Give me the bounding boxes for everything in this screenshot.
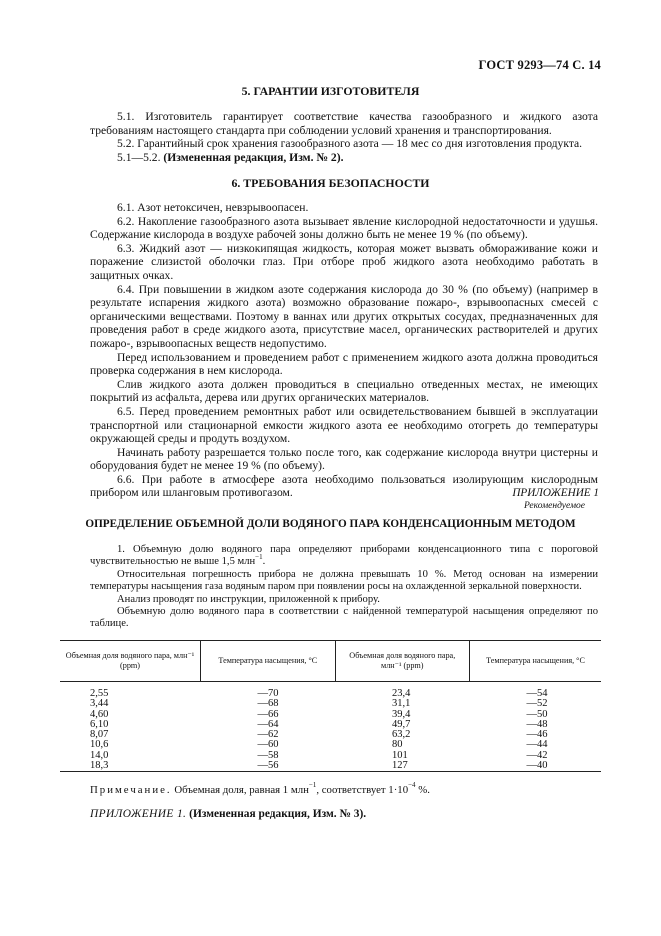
table-row — [60, 720, 601, 730]
table-cell: 101 — [392, 749, 408, 761]
table-cell: —46 — [526, 729, 548, 741]
table-cell: 127 — [335, 761, 469, 772]
appendix-status: Рекомендуемое — [523, 500, 585, 511]
paragraph: Слив жидкого азота должен проводиться в специально отведенных местах, не имеющих покрытий из асфальта, дерева или других органических материалов. — [90, 377, 598, 405]
table-cell: —48 — [526, 718, 548, 730]
paragraph: Объемную долю водяного пара в соответствии с найденной температурой насыщения определяют по таблице. — [90, 606, 598, 630]
table-cell: —42 — [526, 749, 548, 761]
table-header-row — [60, 641, 601, 682]
table-row — [60, 689, 601, 699]
section-5-title: 5. ГАРАНТИИ ИЗГОТОВИТЕЛЯ — [241, 84, 420, 98]
table-cell: —60 — [257, 739, 279, 751]
table-cell: —52 — [526, 698, 548, 710]
table-row — [60, 761, 601, 772]
table-cell: —58 — [257, 749, 279, 761]
table-row — [60, 710, 601, 720]
table-cell: 49,7 — [392, 718, 411, 730]
table-cell: 18,3 — [60, 761, 201, 772]
paragraph: Перед использованием и проведением работ с применением жидкого азота должна проводиться проверка содержания в нем кислорода. — [90, 350, 598, 378]
table-cell: —62 — [257, 729, 279, 741]
table-cell: —68 — [257, 698, 279, 710]
paragraph: 6.2. Накопление газообразного азота вызывает явление кислородной недостаточности и удушья. Содержание кислорода в воздухе рабочей зоны должно быть не менее 19 % (по объему). — [90, 214, 598, 242]
paragraph: 5.2. Гарантийный срок хранения газообразного азота — 18 мес со дня изготовления продукта. — [117, 137, 583, 151]
paragraph: 6.3. Жидкий азот — низкокипящая жидкость, которая может вызвать обмораживание кожи и поражение слизистой оболочки глаз. При отборе проб жидкого азота необходимо работать в защитных очках. — [90, 241, 598, 282]
note-label: Примечание. — [90, 784, 172, 796]
table-cell: 14,0 — [90, 749, 109, 761]
column-header: Объемная доля водяного пара, млн⁻¹ (ppm) — [60, 641, 201, 682]
table-cell: —66 — [257, 708, 279, 720]
column-header: Температура насыщения, °С — [201, 641, 335, 682]
table-cell: —54 — [526, 688, 548, 699]
column-header: Объемная доля водяного пара, млн⁻¹ (ppm) — [335, 641, 469, 682]
section-5-body — [90, 110, 598, 164]
table-cell: —70 — [257, 688, 279, 699]
appendix-change-note: ПРИЛОЖЕНИЕ 1. (Измененная редакция, Изм. № 3). — [90, 808, 367, 820]
revision-note: (Измененная редакция, Изм. № 2). — [163, 150, 344, 164]
table-cell: 6,10 — [90, 718, 109, 730]
table-cell: 39,4 — [392, 708, 411, 720]
paragraph: Анализ проводят по инструкции, приложенной к прибору. — [117, 593, 380, 605]
table-cell: 10,6 — [90, 739, 109, 751]
paragraph — [90, 151, 598, 165]
page-header: ГОСТ 9293—74 С. 14 — [478, 58, 601, 72]
appendix-label: ПРИЛОЖЕНИЕ 1 — [512, 487, 599, 499]
table-cell: 23,4 — [392, 688, 411, 699]
paragraph: 6.4. При повышении в жидком азоте содержания кислорода до 30 % (по объему) (например в результате испарения жидкого азота) возможно образование пожаро-, взрывоопасных смесей с органическими веществами. Поэтому в ваннах или других открытых сосудах, предназначенных для проведения работ в среде жидкого азота, присутствие масел, органических растворителей и других пожаро-, взрывоопасных веществ недопустимо. — [90, 282, 598, 350]
table-cell: 3,44 — [90, 698, 109, 710]
table-cell: —40 — [470, 761, 601, 772]
table-cell: 4,60 — [90, 708, 109, 720]
dew-point-table — [60, 640, 601, 772]
section-6-title: 6. ТРЕБОВАНИЯ БЕЗОПАСНОСТИ — [231, 176, 430, 190]
appendix-body — [90, 544, 598, 631]
table-note: Примечание. Объемная доля, равная 1 млн$^{-1}$, соответствует $1\cdot 10^{-4}$ %. — [90, 781, 430, 796]
appendix-label-block — [512, 487, 599, 512]
table-cell: —50 — [526, 708, 548, 720]
paragraph: 6.6. При работе в атмосфере азота необходимо пользоваться изолирующим кислородным прибором или шланговым противогазом. — [90, 472, 598, 500]
appendix-title: ОПРЕДЕЛЕНИЕ ОБЪЕМНОЙ ДОЛИ ВОДЯНОГО ПАРА КОНДЕНСАЦИОННЫМ МЕТОДОМ — [85, 518, 576, 530]
table-cell: 31,1 — [392, 698, 411, 710]
table-row — [60, 751, 601, 761]
clause-ref: 5.1—5.2. — [117, 150, 161, 164]
table-row — [60, 740, 601, 750]
table-cell: —64 — [257, 718, 279, 730]
table-row — [60, 699, 601, 709]
table-cell: 8,07 — [90, 729, 109, 741]
table-cell: 80 — [392, 739, 403, 751]
table-cell: —44 — [526, 739, 548, 751]
column-header: Температура насыщения, °С — [470, 641, 601, 682]
paragraph: 5.1. Изготовитель гарантирует соответствие качества газообразного и жидкого азота требованиям настоящего стандарта при соблюдении условий хранения и транспортирования. — [90, 110, 598, 137]
paragraph: 1. Объемную долю водяного пара определяют приборами конденсационного типа с пороговой чувствительностью не выше 1,5 млн$^{-1}$. — [90, 544, 598, 568]
table-cell: 2,55 — [90, 688, 109, 699]
table-cell: —56 — [201, 761, 335, 772]
paragraph: Относительная погрешность прибора не должна превышать 10 %. Метод основан на измерении температуры насыщения газа водяным паром при появлении росы на охлажденной зеркальной поверхности. — [90, 568, 598, 593]
paragraph: 6.5. Перед проведением ремонтных работ или освидетельствованием бывшей в эксплуатации транспортной или стационарной емкости жидкого азота ее необходимо отогреть до температуры окружающей среды и продуть воздухом. — [90, 404, 598, 446]
table-cell: 63,2 — [392, 729, 411, 741]
section-6-body — [90, 201, 598, 500]
paragraph: 6.1. Азот нетоксичен, невзрывоопасен. — [117, 201, 309, 214]
paragraph: Начинать работу разрешается только после того, как содержание кислорода внутри цистерны и оборудования будет не менее 19 % (по объему). — [90, 445, 598, 473]
table-row — [60, 730, 601, 740]
